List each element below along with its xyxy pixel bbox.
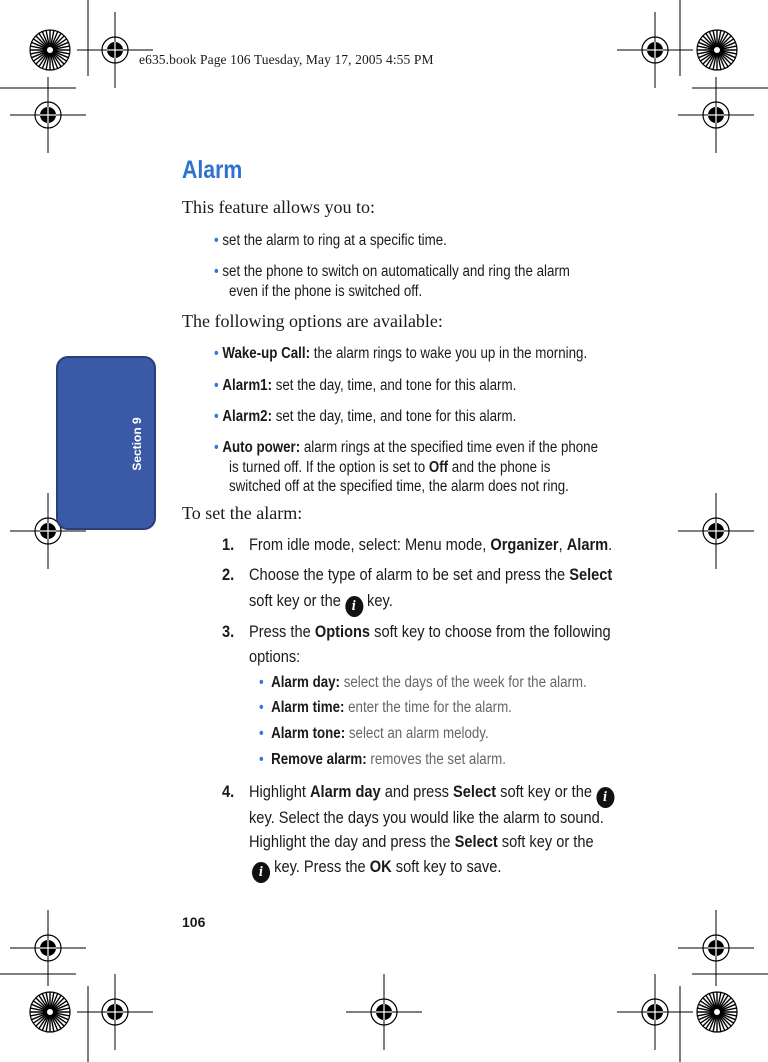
step-3-line2: options: <box>249 647 301 666</box>
step-text: Press the <box>249 622 311 641</box>
step-2 <box>249 562 612 588</box>
step-4-line4 <box>252 854 501 883</box>
option-desc: and the phone is <box>451 459 551 476</box>
bullet-icon: • <box>214 345 219 362</box>
step-text: . <box>608 535 613 554</box>
step-text: key. Press the <box>274 857 366 876</box>
alarm-day-name: Alarm day <box>309 782 381 801</box>
step-4 <box>249 779 614 808</box>
option-desc: the alarm rings to wake you up in the morning. <box>313 345 588 362</box>
menu-organizer: Organizer <box>490 535 559 554</box>
sub-option-desc: select an alarm melody. <box>348 725 489 742</box>
ok-key-name: OK <box>369 857 392 876</box>
step-text: , <box>558 535 563 554</box>
options-key-name: Options <box>314 622 371 641</box>
bullet-icon: • <box>214 408 219 425</box>
option-desc: set the day, time, and tone for this alarm. <box>275 408 517 425</box>
sub-option-desc: select the days of the week for the alarm. <box>343 674 587 691</box>
step-text: soft key or the <box>249 591 341 610</box>
bullet-icon: • <box>214 232 219 249</box>
bullet-icon: • <box>259 674 264 691</box>
sub-option-alarm-tone <box>259 725 489 743</box>
intro-bullet-text: set the alarm to ring at a specific time. <box>222 232 447 249</box>
bullet-icon: • <box>259 699 264 716</box>
sub-option-remove-alarm <box>259 751 506 769</box>
menu-alarm: Alarm <box>566 535 609 554</box>
step-text: and press <box>384 782 449 801</box>
intro-bullet <box>214 232 447 250</box>
nav-key-icon: i <box>252 862 270 883</box>
sub-option-label: Remove alarm: <box>271 751 367 768</box>
option-desc: is turned off. If the option is set to <box>229 459 426 476</box>
print-header: e635.book Page 106 Tuesday, May 17, 2005 4:55 PM <box>139 52 434 67</box>
step-text: key. <box>367 591 393 610</box>
option-label: Alarm2: <box>222 408 273 425</box>
select-key-name: Select <box>569 565 613 584</box>
bullet-icon: • <box>214 439 219 456</box>
set-intro: To set the alarm: <box>182 503 303 523</box>
step-2-line2 <box>249 588 393 617</box>
bullet-icon: • <box>214 377 219 394</box>
option-off-value: Off <box>428 459 449 476</box>
option-auto-power-line2 <box>229 459 550 477</box>
bullet-icon: • <box>259 751 264 768</box>
intro-text: This feature allows you to: <box>182 197 375 217</box>
option-auto-power <box>214 439 598 457</box>
select-key-name: Select <box>454 832 498 851</box>
section-tab-label: Section 9 <box>130 417 144 471</box>
sub-option-desc: enter the time for the alarm. <box>348 699 512 716</box>
page-number: 106 <box>182 914 206 930</box>
nav-key-icon: i <box>345 596 363 617</box>
step-4-line3 <box>249 829 594 855</box>
option-label: Wake-up Call: <box>222 345 311 362</box>
step-text: soft key to choose from the following <box>374 622 611 641</box>
option-label: Auto power: <box>222 439 301 456</box>
select-key-name: Select <box>453 782 497 801</box>
option-auto-power-line3: switched off at the specified time, the alarm does not ring. <box>229 478 569 495</box>
step-4-line2: key. Select the days you would like the alarm to sound. <box>249 808 604 827</box>
option-alarm2 <box>214 408 516 426</box>
step-text: Highlight <box>249 782 306 801</box>
nav-key-icon: i <box>596 787 614 808</box>
step-text: From idle mode, select: Menu mode, <box>249 535 487 554</box>
option-alarm1 <box>214 377 516 395</box>
sub-option-alarm-time <box>259 699 512 717</box>
option-label: Alarm1: <box>222 377 273 394</box>
intro-bullet-text: set the phone to switch on automatically and ring the alarm <box>222 263 570 280</box>
bullet-icon: • <box>259 725 264 742</box>
step-text: soft key or the <box>500 782 593 801</box>
option-desc: set the day, time, and tone for this alarm. <box>275 377 517 394</box>
step-number: 3. <box>222 622 235 641</box>
options-intro: The following options are available: <box>182 311 443 331</box>
sub-option-label: Alarm time: <box>271 699 345 716</box>
sub-option-desc: removes the set alarm. <box>370 751 506 768</box>
page-title: Alarm <box>182 156 243 184</box>
step-1 <box>249 532 612 558</box>
step-number: 1. <box>222 535 235 554</box>
sub-option-alarm-day <box>259 674 587 692</box>
bullet-icon: • <box>214 263 219 280</box>
sub-option-label: Alarm tone: <box>271 725 346 742</box>
step-text: soft key to save. <box>395 857 502 876</box>
step-text: Choose the type of alarm to be set and press the <box>249 565 566 584</box>
step-text: soft key or the <box>501 832 594 851</box>
option-wakeup <box>214 345 587 363</box>
step-number: 4. <box>222 782 235 801</box>
step-number: 2. <box>222 565 235 584</box>
step-3 <box>249 619 611 645</box>
intro-bullet-continuation: even if the phone is switched off. <box>229 283 423 300</box>
intro-bullet <box>214 263 570 281</box>
step-text: Highlight the day and press the <box>249 832 451 851</box>
sub-option-label: Alarm day: <box>271 674 341 691</box>
option-desc: alarm rings at the specified time even if the phone <box>303 439 599 456</box>
